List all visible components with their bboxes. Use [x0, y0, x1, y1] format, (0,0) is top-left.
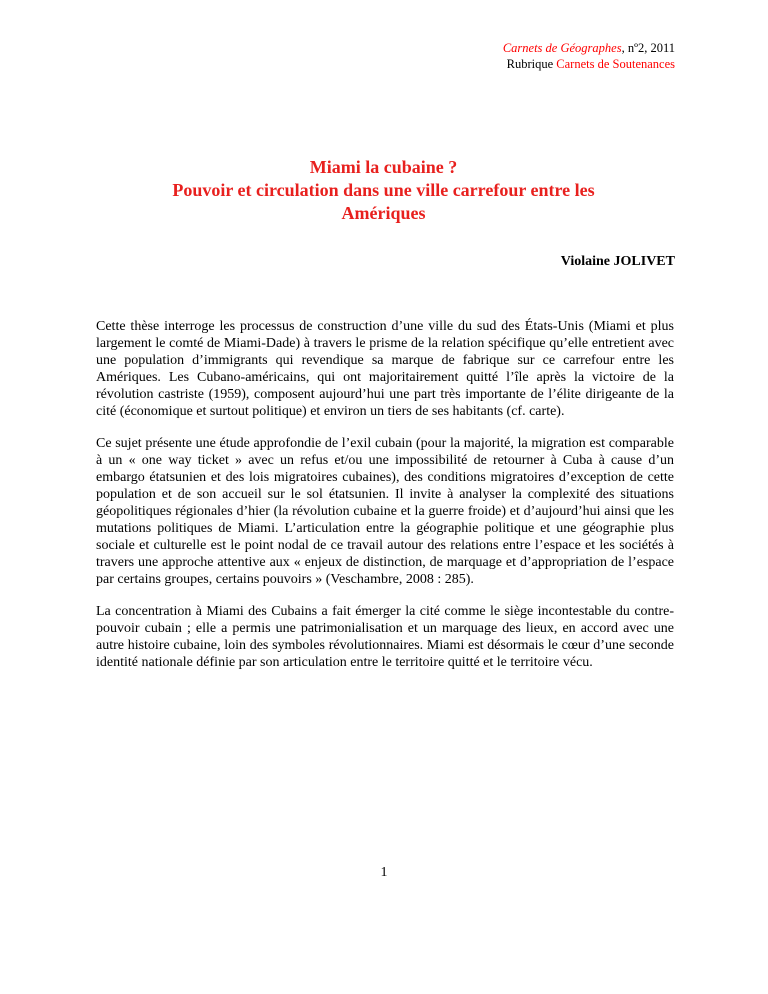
journal-name: Carnets de Géographes — [502, 41, 622, 55]
running-header — [503, 40, 675, 72]
title-line-1: Miami la cubaine ? — [309, 157, 458, 177]
paragraph-2: Ce sujet présente une étude approfondie de l’exil cubain (pour la majorité, la migration est comparable à un « one way ticket » avec un refus et/ou une impossibilité de retourner à Cuba à cause d’un embargo étatsunien et des lois migratoires cubaines), des conditions migratoires d’exception de cette population et de son accueil sur le sol étatsunien. Il invite à analyser la complexité des situations géopolitiques régionales d’hier (la révolution cubaine et la guerre froide) et d’aujourd’hui ainsi que les mutations politiques de Miami. L’articulation entre la géographie politique et une géographie plus sociale et culturelle est le point nodal de ce travail autour des relations entre l’espace et les sociétés à travers une approche attentive aux « enjeux de distinction, de marquage et d’appropriation de l’espace par certains groupes, certains pouvoirs » (Veschambre, 2008 : 285). — [96, 436, 674, 587]
page-number: 1 — [380, 865, 388, 880]
issue-info: , nº2, 2011 — [621, 41, 675, 55]
rubric-name: Carnets de Soutenances — [556, 57, 675, 71]
rubric-prefix: Rubrique — [506, 57, 557, 71]
paragraph-1: Cette thèse interroge les processus de construction d’une ville du sud des États-Unis (Miami et plus largement le comté de Miami-Dade) à travers le prisme de la relation spécifique qu’elle entretient avec une population d’immigrants qui revendique sa marque de fabrique sur ce carrefour entre les Amériques. Les Cubano-américains, qui ont majoritairement quitté l’île après la victoire de la révolution castriste (1959), composent aujourd’hui une part très importante de l’élite dirigeante de la cité (économique et surtout politique) et environ un tiers de ses habitants (cf. carte). — [96, 319, 674, 419]
author-name: Violaine JOLIVET — [560, 254, 675, 269]
body-text — [96, 318, 674, 686]
header-journal-line — [503, 40, 675, 56]
header-rubric-line — [503, 56, 675, 72]
paragraph-3: La concentration à Miami des Cubains a fait émerger la cité comme le siège incontestable du contre-pouvoir cubain ; elle a permis une patrimonialisation et un marquage des lieux, en accord avec une autre histoire cubaine, loin des symboles révolutionnaires. Miami est désormais le cœur d’une seconde identité nationale définie par son articulation entre le territoire quitté et le territoire vécu. — [96, 604, 674, 670]
title-line-2: Pouvoir et circulation dans une ville carrefour entre les — [172, 180, 595, 200]
title-line-3: Amériques — [341, 203, 426, 223]
document-title — [96, 156, 671, 225]
